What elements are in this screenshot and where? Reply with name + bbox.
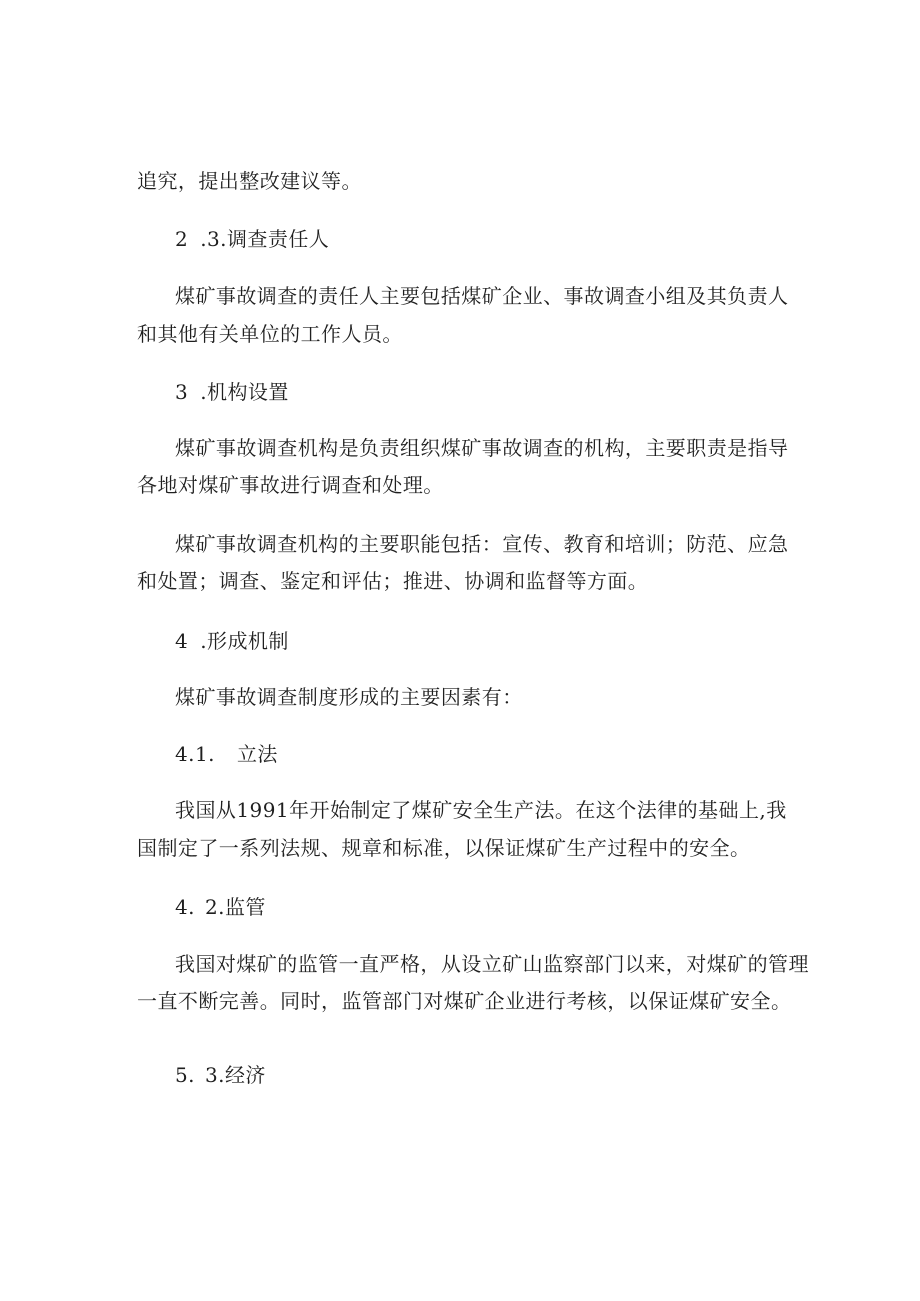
section-number: 2 (175, 227, 189, 251)
paragraph-line (137, 987, 791, 1015)
text: 和其他有关单位的工作人员。 (137, 322, 403, 346)
paragraph-line (137, 471, 444, 499)
text: 一直不断完善。同时，监管部门对煤矿企业进行考核，以保证煤矿安全。 (137, 989, 792, 1013)
section-heading (175, 627, 289, 655)
section-title: .3.调查责任人 (200, 227, 330, 251)
paragraph-line (175, 950, 809, 978)
text: 和处置；调查、鉴定和评估；推进、协调和监督等方面。 (137, 569, 649, 593)
paragraph-line (137, 320, 403, 348)
section-heading (175, 378, 289, 406)
paragraph-line (175, 530, 789, 558)
text: 我国从1991年开始制定了煤矿安全生产法。在这个法律的基础上,我 (175, 798, 787, 822)
section-number: 3 (175, 380, 189, 404)
text: 追究，提出整改建议等。 (137, 169, 362, 193)
subsection-heading (175, 893, 266, 921)
subsection-title: 2.监管 (204, 895, 266, 919)
subsection-number: 4.1. (175, 742, 215, 766)
text: 国制定了一系列法规、规章和标准，以保证煤矿生产过程中的安全。 (137, 836, 751, 860)
text: 各地对煤矿事故进行调查和处理。 (137, 473, 444, 497)
subsection-number: 5. (175, 1063, 195, 1087)
subsection-heading (175, 740, 278, 768)
subsection-number: 4. (175, 895, 195, 919)
paragraph-line (175, 282, 789, 310)
text: 我国对煤矿的监管一直严格，从设立矿山监察部门以来，对煤矿的管理 (175, 952, 809, 976)
text: 煤矿事故调查的责任人主要包括煤矿企业、事故调查小组及其负责人 (175, 284, 789, 308)
subsection-title: 立法 (236, 742, 278, 766)
section-number: 4 (175, 629, 189, 653)
paragraph-line (175, 796, 787, 824)
section-title: .形成机制 (200, 629, 289, 653)
paragraph-line (137, 567, 648, 595)
paragraph-line (137, 167, 362, 195)
text: 煤矿事故调查机构是负责组织煤矿事故调查的机构，主要职责是指导 (175, 436, 789, 460)
subsection-title: 3.经济 (204, 1063, 266, 1087)
text: 煤矿事故调查制度形成的主要因素有： (175, 685, 523, 709)
section-title: .机构设置 (200, 380, 289, 404)
paragraph-line (175, 434, 789, 462)
subsection-heading (175, 1061, 266, 1089)
section-heading (175, 225, 329, 253)
paragraph-line (137, 834, 751, 862)
text: 煤矿事故调查机构的主要职能包括：宣传、教育和培训；防范、应急 (175, 532, 789, 556)
paragraph-line (175, 683, 523, 711)
